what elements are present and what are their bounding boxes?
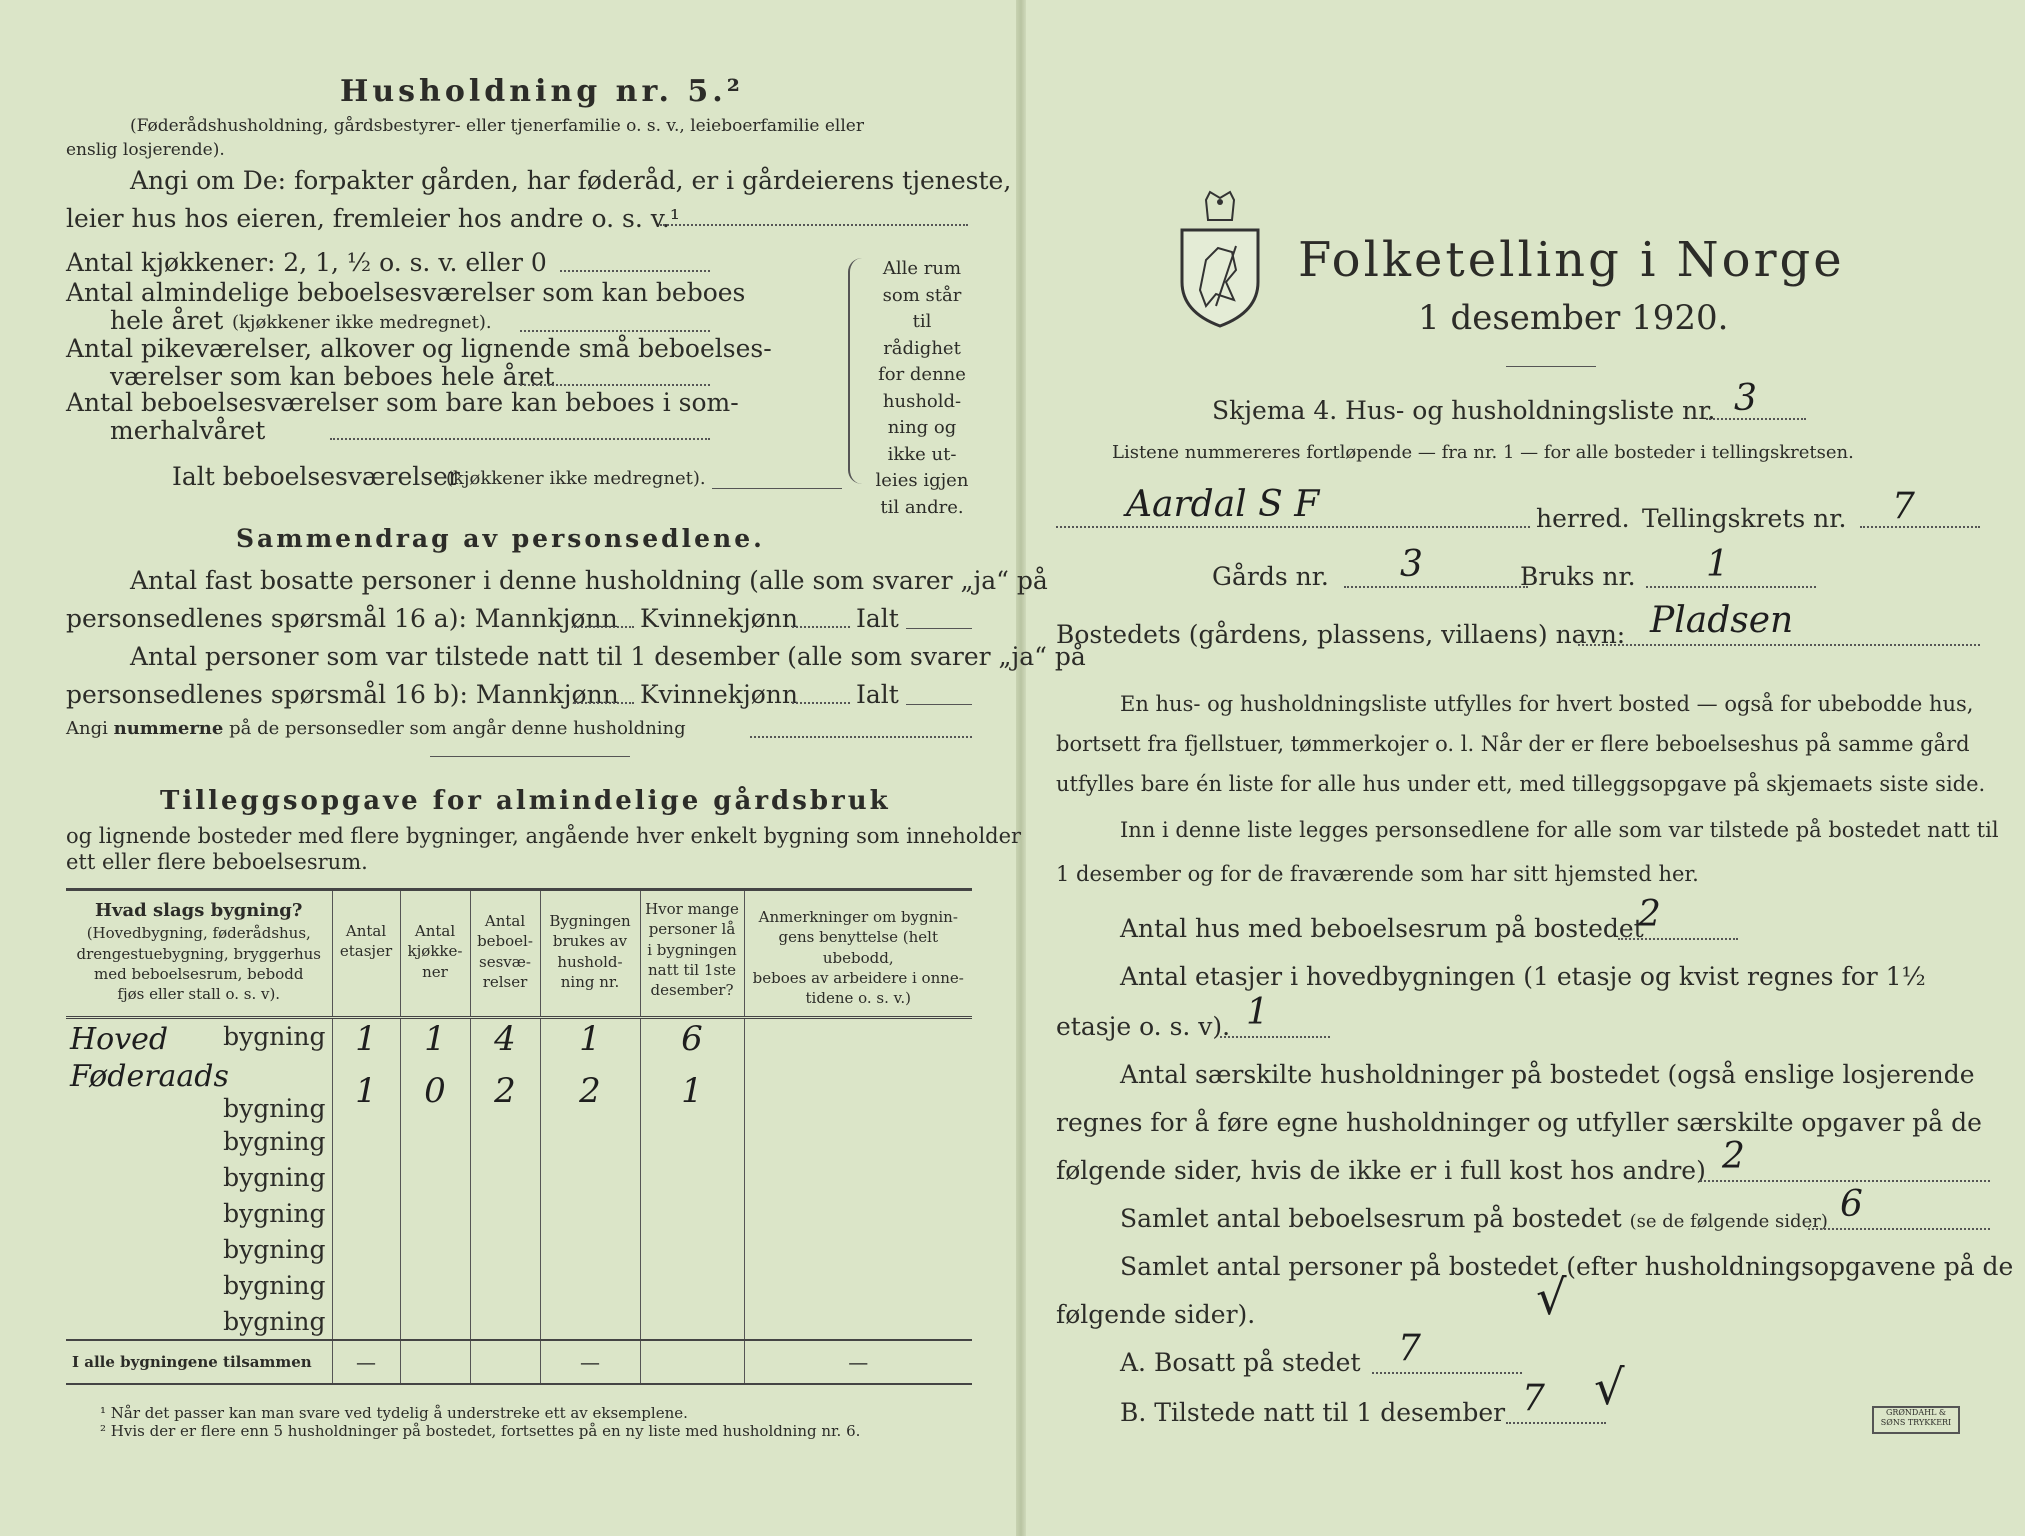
total-persons-line-2: følgende sider).	[1056, 1300, 1256, 1329]
maid-rooms-blank	[520, 384, 710, 386]
cell-c1	[332, 1195, 400, 1231]
side-note-line: Alle rum	[882, 258, 962, 279]
header-text: drengestuebygning, bryggerhus	[76, 944, 321, 963]
header-text: beboes av arbeidere i onne-	[752, 968, 964, 987]
header-text: fjøs eller stall o. s. v).	[117, 985, 281, 1004]
header-title: Hvad slags bygning?	[95, 900, 303, 921]
table-row	[66, 1059, 972, 1123]
total-label: I alle bygningene tilsammen	[66, 1340, 332, 1384]
total-cell	[400, 1340, 470, 1384]
header-text: Anmerkninger om bygnin-	[758, 908, 958, 926]
header-text: personer lå	[648, 920, 736, 939]
building-label: bygning	[223, 1162, 326, 1192]
total-rooms-text: Samlet antal beboelsesrum på bostedet	[1120, 1204, 1622, 1233]
header-remarks	[744, 890, 972, 1018]
table-row	[66, 1159, 972, 1195]
building-label: bygning	[223, 1306, 326, 1336]
header-text: kjøkke-	[407, 942, 463, 961]
header-text: beboel-	[477, 932, 533, 951]
rooms-note: (kjøkkener ikke medregnet).	[232, 312, 492, 333]
houses-label: Antal hus med beboelsesrum på bostedet	[1120, 914, 1644, 943]
cell-c2: 0	[400, 1059, 470, 1123]
cell-c2	[400, 1303, 470, 1340]
supplement-line-1: og lignende bosteder med flere bygninger, angående hver enkelt bygning som inneholder	[66, 824, 1022, 848]
houses-value: 2	[1638, 894, 1661, 935]
resident-label: A. Bosatt på stedet	[1120, 1348, 1361, 1377]
total-rooms-blank	[712, 488, 842, 489]
table-header	[66, 890, 972, 1018]
header-text: brukes av	[552, 932, 628, 951]
cell-c4: 1	[540, 1018, 640, 1060]
header-text: etasjer	[339, 942, 393, 961]
cell-c1: 1	[332, 1018, 400, 1060]
building-cell	[66, 1018, 332, 1060]
cell-c1	[332, 1123, 400, 1159]
total-cell	[640, 1340, 744, 1384]
side-note-line: hushold-	[882, 390, 962, 412]
header-text: Antal	[414, 922, 456, 940]
resident-total-label: Ialt	[856, 604, 899, 633]
side-note	[872, 256, 972, 521]
cell-c6	[744, 1303, 972, 1340]
table-row	[66, 1231, 972, 1267]
main-title: Folketelling i Norge	[1298, 232, 1845, 288]
page-fold	[1016, 0, 1026, 1536]
cell-c2	[400, 1195, 470, 1231]
cell-c1	[332, 1303, 400, 1340]
floors-line-1: Antal etasjer i hovedbygningen (1 etasje og kvist regnes for 1½	[1120, 962, 1926, 991]
cell-c3	[470, 1303, 540, 1340]
numbers-text: Angi	[66, 718, 108, 739]
cell-c6	[744, 1267, 972, 1303]
resident-female-label: Kvinnekjønn	[640, 604, 798, 633]
header-text: Antal	[345, 922, 387, 940]
cell-c5: 1	[640, 1059, 744, 1123]
cell-c6	[744, 1059, 972, 1123]
printer-stamp: GRØNDAHL & SØNS TRYKKERI	[1872, 1406, 1960, 1434]
present-total-label: Ialt	[856, 680, 899, 709]
cell-c2	[400, 1267, 470, 1303]
angi-blank	[660, 224, 968, 226]
info-para-1c: utfylles bare én liste for alle hus under ett, med tilleggsopgave på skjemaets siste side.	[1056, 772, 1986, 796]
cell-c6	[744, 1159, 972, 1195]
cell-c3: 2	[470, 1059, 540, 1123]
header-text: gens benyttelse (helt ubebodd,	[778, 928, 938, 967]
present-female-label: Kvinnekjønn	[640, 680, 798, 709]
building-name: Hoved	[70, 1021, 169, 1057]
cell-c2	[400, 1159, 470, 1195]
cell-c5: 6	[640, 1018, 744, 1060]
cell-c4	[540, 1123, 640, 1159]
cell-c6	[744, 1195, 972, 1231]
building-label: bygning	[223, 1126, 326, 1156]
resident-female-blank	[792, 626, 850, 628]
header-text: natt til 1ste	[648, 960, 736, 979]
table-row	[66, 1303, 972, 1340]
header-rooms	[470, 890, 540, 1018]
side-note-line: ning og	[887, 417, 957, 438]
total-rooms-blank	[1808, 1228, 1990, 1230]
building-label: bygning	[223, 1270, 326, 1300]
table-row	[66, 1195, 972, 1231]
header-building-type	[66, 890, 332, 1018]
main-date: 1 desember 1920.	[1418, 298, 1729, 338]
header-text: hushold-	[557, 952, 623, 971]
cell-c4	[540, 1159, 640, 1195]
info-para-2a: Inn i denne liste legges personsedlene for alle som var tilstede på bostedet natt til	[1120, 818, 1999, 842]
cell-c1	[332, 1159, 400, 1195]
header-text: relser	[482, 972, 528, 991]
header-floors	[332, 890, 400, 1018]
building-table	[66, 888, 972, 1385]
header-text: (Hovedbygning, føderådshus,	[86, 924, 311, 943]
resident-line-1: Antal fast bosatte personer i denne husholdning (alle som svarer „ja“ på	[130, 566, 1048, 595]
cell-c1: 1	[332, 1059, 400, 1123]
intro-line-1: (Føderådshusholdning, gårdsbestyrer- eller tjenerfamilie o. s. v., leieboerfamilie eller	[130, 116, 864, 136]
rooms-blank	[520, 330, 710, 332]
header-household	[540, 890, 640, 1018]
cell-c4: 2	[540, 1059, 640, 1123]
cell-c3: 4	[470, 1018, 540, 1060]
cell-c3	[470, 1195, 540, 1231]
rooms-label-2: hele året	[110, 306, 224, 335]
resident-male-blank	[574, 626, 634, 628]
check-mark-icon: √	[1536, 1270, 1567, 1326]
coat-of-arms-icon	[1176, 190, 1264, 330]
right-page	[1026, 0, 2025, 1536]
resident-line-2: personsedlenes spørsmål 16 a): Mannkjønn	[66, 604, 618, 633]
building-label: bygning	[223, 1198, 326, 1228]
present-total-blank	[906, 704, 972, 705]
kitchens-blank	[560, 270, 710, 272]
cell-c6	[744, 1123, 972, 1159]
side-note-line: for denne	[878, 364, 966, 385]
numbers-emph: nummerne	[113, 718, 224, 739]
total-rooms-label: Ialt beboelsesværelser	[172, 462, 460, 491]
side-note-line: ikke ut-	[887, 443, 957, 465]
cell-c1	[332, 1231, 400, 1267]
info-para-1a: En hus- og husholdningsliste utfylles for hvert bosted — også for ubebodde hus,	[1120, 692, 1974, 716]
table-row	[66, 1018, 972, 1060]
present-female-blank	[792, 702, 850, 704]
cell-c5	[640, 1159, 744, 1195]
header-text: med beboelsesrum, bebodd	[94, 964, 304, 983]
cell-c2	[400, 1231, 470, 1267]
header-text: desember?	[650, 981, 734, 999]
farm-number-blank	[1344, 586, 1528, 588]
summer-rooms-label-2: merhalvåret	[110, 416, 266, 445]
rooms-brace	[848, 258, 870, 484]
cell-c6	[744, 1231, 972, 1267]
side-note-line: som står til	[882, 284, 962, 332]
houses-blank	[1618, 938, 1738, 940]
supplement-line-2: ett eller flere beboelsesrum.	[66, 850, 368, 874]
total-row	[66, 1340, 972, 1384]
header-text: Bygningen	[549, 912, 631, 930]
building-cell	[66, 1303, 332, 1340]
holding-number-value: 1	[1706, 544, 1729, 585]
table-row	[66, 1123, 972, 1159]
farm-number-label: Gårds nr.	[1212, 562, 1329, 591]
section-rule	[430, 756, 630, 757]
schema-label: Skjema 4. Hus- og husholdningsliste nr.	[1212, 396, 1716, 425]
households-value: 2	[1722, 1136, 1745, 1177]
cell-c5	[640, 1267, 744, 1303]
header-text: sesvæ-	[479, 952, 531, 971]
numbers-line	[66, 718, 686, 739]
building-cell	[66, 1123, 332, 1159]
present-male-blank	[574, 702, 634, 704]
side-note-line: leies igjen	[875, 470, 969, 491]
present-blank	[1506, 1422, 1606, 1424]
total-rooms-value: 6	[1840, 1184, 1863, 1225]
present-label: B. Tilstede natt til 1 desember	[1120, 1398, 1506, 1427]
municipality-value: Aardal S F	[1126, 484, 1320, 525]
total-cell	[470, 1340, 540, 1384]
numbers-blank	[750, 736, 972, 738]
resident-value: 7	[1398, 1328, 1421, 1369]
place-name-label: Bostedets (gårdens, plassens, villaens) navn:	[1056, 620, 1626, 649]
side-note-line: rådighet	[883, 337, 961, 359]
floors-blank	[1220, 1036, 1330, 1038]
building-cell	[66, 1195, 332, 1231]
households-line-2: regnes for å føre egne husholdninger og utfyller særskilte opgaver på de	[1056, 1108, 1982, 1137]
header-text: ning nr.	[560, 972, 620, 991]
district-label: Tellingskrets nr.	[1642, 504, 1847, 533]
building-cell	[66, 1059, 332, 1123]
kitchens-label: Antal kjøkkener: 2, 1, ½ o. s. v. eller 0	[66, 248, 547, 277]
maid-rooms-label-2: værelser som kan beboes hele året	[110, 362, 555, 391]
table-row	[66, 1267, 972, 1303]
building-label: bygning	[223, 1234, 326, 1264]
district-value: 7	[1892, 486, 1915, 527]
supplement-title: Tilleggsopgave for almindelige gårdsbruk	[160, 786, 891, 816]
holding-number-label: Bruks nr.	[1520, 562, 1636, 591]
resident-total-blank	[906, 628, 972, 629]
numbering-note: Listene nummereres fortløpende — fra nr. 1 — for alle bosteder i tellingskretsen.	[1112, 442, 1854, 463]
municipality-label: herred.	[1536, 504, 1630, 533]
resident-blank	[1372, 1372, 1522, 1374]
angi-line-2: leier hus hos eieren, fremleier hos andre o. s. v.¹	[66, 204, 680, 233]
place-name-value: Pladsen	[1650, 600, 1794, 641]
cell-c5	[640, 1195, 744, 1231]
info-para-1b: bortsett fra fjellstuer, tømmerkojer o. l. Når der er flere beboelseshus på samme gård	[1056, 732, 1970, 756]
cell-c5	[640, 1123, 744, 1159]
cell-c1	[332, 1267, 400, 1303]
present-line-1: Antal personer som var tilstede natt til 1 desember (alle som svarer „ja“ på	[130, 642, 1086, 671]
present-value: 7	[1522, 1378, 1545, 1419]
header-persons	[640, 890, 744, 1018]
building-cell	[66, 1231, 332, 1267]
rooms-label-1: Antal almindelige beboelsesværelser som kan beboes	[66, 278, 746, 307]
header-text: ner	[422, 962, 448, 981]
cell-c2	[400, 1123, 470, 1159]
total-rooms-line	[1120, 1204, 1828, 1233]
footnote-1: ¹ Når det passer kan man svare ved tydelig å understreke ett av eksemplene.	[100, 1404, 688, 1422]
cell-c3	[470, 1123, 540, 1159]
header-text: Hvor mange	[645, 900, 739, 918]
header-text: tidene o. s. v.)	[805, 989, 911, 1007]
district-blank	[1860, 526, 1980, 528]
building-cell	[66, 1267, 332, 1303]
header-text: Antal	[484, 912, 526, 930]
title-rule	[1506, 366, 1596, 367]
cell-c3	[470, 1267, 540, 1303]
farm-number-value: 3	[1400, 544, 1423, 585]
building-label: bygning	[223, 1021, 326, 1051]
header-text: i bygningen	[647, 940, 737, 959]
cell-c4	[540, 1303, 640, 1340]
total-persons-line-1: Samlet antal personer på bostedet (efter husholdningsopgavene på de	[1120, 1252, 2014, 1281]
floors-line-2: etasje o. s. v).	[1056, 1012, 1231, 1041]
side-note-line: til andre.	[880, 496, 964, 518]
summer-rooms-blank	[330, 438, 710, 440]
summer-rooms-label-1: Antal beboelsesværelser som bare kan beboes i som-	[66, 388, 739, 417]
present-line-2: personsedlenes spørsmål 16 b): Mannkjønn	[66, 680, 619, 709]
household-title: Husholdning nr. 5.²	[340, 74, 744, 109]
cell-c6	[744, 1018, 972, 1060]
building-cell	[66, 1159, 332, 1195]
floors-value: 1	[1246, 992, 1269, 1033]
cell-c3	[470, 1159, 540, 1195]
cell-c5	[640, 1231, 744, 1267]
total-cell: —	[332, 1340, 400, 1384]
households-line-3: følgende sider, hvis de ikke er i full kost hos andre)	[1056, 1156, 1706, 1185]
holding-number-blank	[1646, 586, 1816, 588]
header-kitchens	[400, 890, 470, 1018]
building-label: bygning	[223, 1094, 326, 1124]
intro-line-2: enslig losjerende).	[66, 140, 225, 160]
total-cell: —	[540, 1340, 640, 1384]
households-blank	[1700, 1180, 1990, 1182]
cell-c4	[540, 1231, 640, 1267]
cell-c5	[640, 1303, 744, 1340]
total-rooms-note: (se de følgende sider)	[1629, 1211, 1828, 1232]
info-para-2b: 1 desember og for de fraværende som har sitt hjemsted her.	[1056, 862, 1699, 886]
cell-c3	[470, 1231, 540, 1267]
angi-line-1: Angi om De: forpakter gården, har føderåd, er i gårdeierens tjeneste,	[130, 166, 1012, 195]
footnote-2: ² Hvis der er flere enn 5 husholdninger på bostedet, fortsettes på en ny liste med husholdning nr. 6.	[100, 1422, 861, 1440]
schema-value: 3	[1734, 378, 1757, 419]
maid-rooms-label-1: Antal pikeværelser, alkover og lignende små beboelses-	[66, 334, 772, 363]
households-line-1: Antal særskilte husholdninger på bostedet (også enslige losjerende	[1120, 1060, 1975, 1089]
building-name: Føderaads	[70, 1059, 229, 1095]
cell-c4	[540, 1195, 640, 1231]
cell-c4	[540, 1267, 640, 1303]
numbers-text-rest: på de personsedler som angår denne husholdning	[229, 718, 686, 739]
total-rooms-note: (kjøkkener ikke medregnet).	[446, 468, 706, 489]
summary-title: Sammendrag av personsedlene.	[236, 524, 765, 553]
total-cell: —	[744, 1340, 972, 1384]
check-mark-icon: √	[1594, 1360, 1625, 1416]
municipality-blank	[1056, 526, 1530, 528]
place-name-blank	[1578, 644, 1980, 646]
cell-c2: 1	[400, 1018, 470, 1060]
